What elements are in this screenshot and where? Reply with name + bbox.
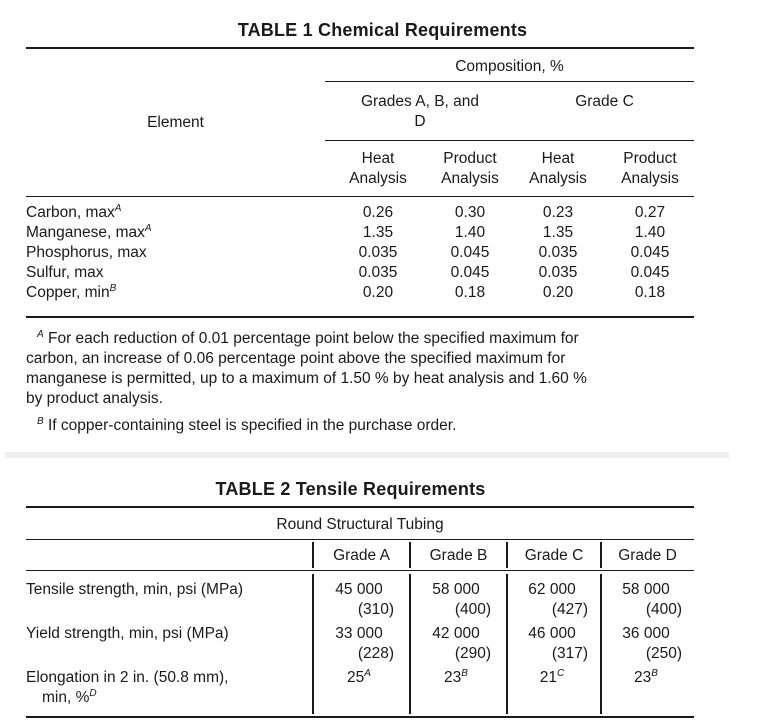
property-label: Tensile strength, min, psi (MPa) [26, 581, 244, 598]
subheader-heat-abd: Heat Analysis [349, 150, 407, 187]
value-cell: 0.035 [538, 264, 578, 281]
value-cell: 0.045 [630, 244, 670, 261]
value-cell: 0.30 [454, 204, 486, 221]
value-cell: 1.40 [634, 224, 666, 241]
grades-rule [26, 570, 694, 571]
element-cell: Phosphorus, max [26, 244, 147, 261]
value-cell: 0.045 [450, 264, 490, 281]
value-cell: 0.23 [542, 204, 574, 221]
value-cell: 0.20 [542, 284, 574, 301]
element-cell: Sulfur, max [26, 264, 104, 281]
value-cell: 0.20 [362, 284, 394, 301]
table1-title: TABLE 1 Chemical Requirements [237, 20, 528, 40]
grade-b-header: Grade B [429, 547, 488, 564]
value-cell: 0.26 [362, 204, 394, 221]
value-cell: 0.18 [454, 284, 486, 301]
property-label: Yield strength, min, psi (MPa) [26, 625, 229, 642]
value-cell: 0.18 [634, 284, 666, 301]
table1-header-rule [26, 196, 694, 197]
value-cell: 46 000 (317) [528, 625, 588, 662]
grades-abd-header [325, 92, 515, 132]
table1-top-rule [26, 47, 694, 49]
grade-a-header: Grade A [333, 547, 390, 564]
element-cell: Manganese, $\max^A$ [26, 222, 152, 241]
column-separator [506, 542, 508, 568]
value-cell: 0.045 [450, 244, 490, 261]
value-cell: 33 000 (228) [335, 625, 394, 662]
value-cell: 0.035 [538, 244, 578, 261]
value-cell: 0.035 [358, 264, 398, 281]
value-cell: $23^B$ [634, 667, 658, 686]
subheader-heat-c: Heat Analysis [529, 150, 587, 187]
value-cell: 58 000 (400) [432, 581, 491, 618]
value-cell: 45 000 (310) [335, 581, 394, 618]
subheader-product-abd: Product Analysis [441, 150, 499, 187]
footnote-a: $^A$ For each reduction of 0.01 percentage point below the specified maximum for carbon, an increase of 0.06 percentage point above the specified maximum for manganese is permitted, up to a maximum of 1.50 % by heat analysis and 1.60 % by product analysis. [26, 328, 587, 407]
value-cell: $21^C$ [539, 667, 565, 686]
value-cell: 1.35 [362, 224, 394, 241]
column-separator [506, 574, 508, 714]
value-cell: 58 000 (400) [622, 581, 682, 618]
table1-bottom-rule [26, 316, 694, 318]
column-separator [409, 542, 411, 568]
table2-bottom-rule [26, 716, 694, 718]
grade-c-header: Grade C [575, 93, 634, 110]
column-separator [600, 574, 602, 714]
grades-abd-line2: D [414, 113, 426, 130]
value-cell: 0.27 [634, 204, 666, 221]
composition-header: Composition, % [455, 58, 564, 75]
column-separator [312, 542, 314, 568]
value-cell: 36 000 (250) [622, 625, 682, 662]
value-cell: $23^B$ [444, 667, 468, 686]
grade-d-header: Grade D [618, 547, 677, 564]
value-cell: 0.035 [358, 244, 398, 261]
subheader-product-c: Product Analysis [621, 150, 679, 187]
column-separator [600, 542, 602, 568]
value-cell: 62 000 (427) [528, 581, 588, 618]
grade-c-header: Grade C [524, 547, 584, 564]
value-cell: $25^A$ [347, 667, 371, 686]
section-divider [5, 452, 729, 458]
value-cell: 42 000 (290) [432, 625, 491, 662]
column-separator [409, 574, 411, 714]
value-cell: 0.045 [630, 264, 670, 281]
grade-groups-rule [325, 140, 694, 141]
property-label: Elongation in 2 in. (50.8 mm), min, %$^D$ [26, 669, 229, 706]
element-cell: Carbon, $\max^A$ [26, 202, 122, 221]
element-cell: Copper, $\min^B$ [26, 282, 117, 301]
value-cell: 1.40 [454, 224, 486, 241]
round-structural-tubing-header: Round Structural Tubing [276, 516, 444, 533]
grades-abd-line1: Grades A, B, and [360, 93, 480, 110]
composition-rule [325, 81, 694, 82]
element-header: Element [147, 114, 204, 131]
table2-title: TABLE 2 Tensile Requirements [215, 479, 486, 499]
table2-top-rule [26, 506, 694, 508]
value-cell: 1.35 [542, 224, 574, 241]
column-separator [312, 574, 314, 714]
section-header-rule [26, 539, 694, 540]
footnote-b: $^B$ If copper-containing steel is specified in the purchase order. [37, 415, 457, 434]
